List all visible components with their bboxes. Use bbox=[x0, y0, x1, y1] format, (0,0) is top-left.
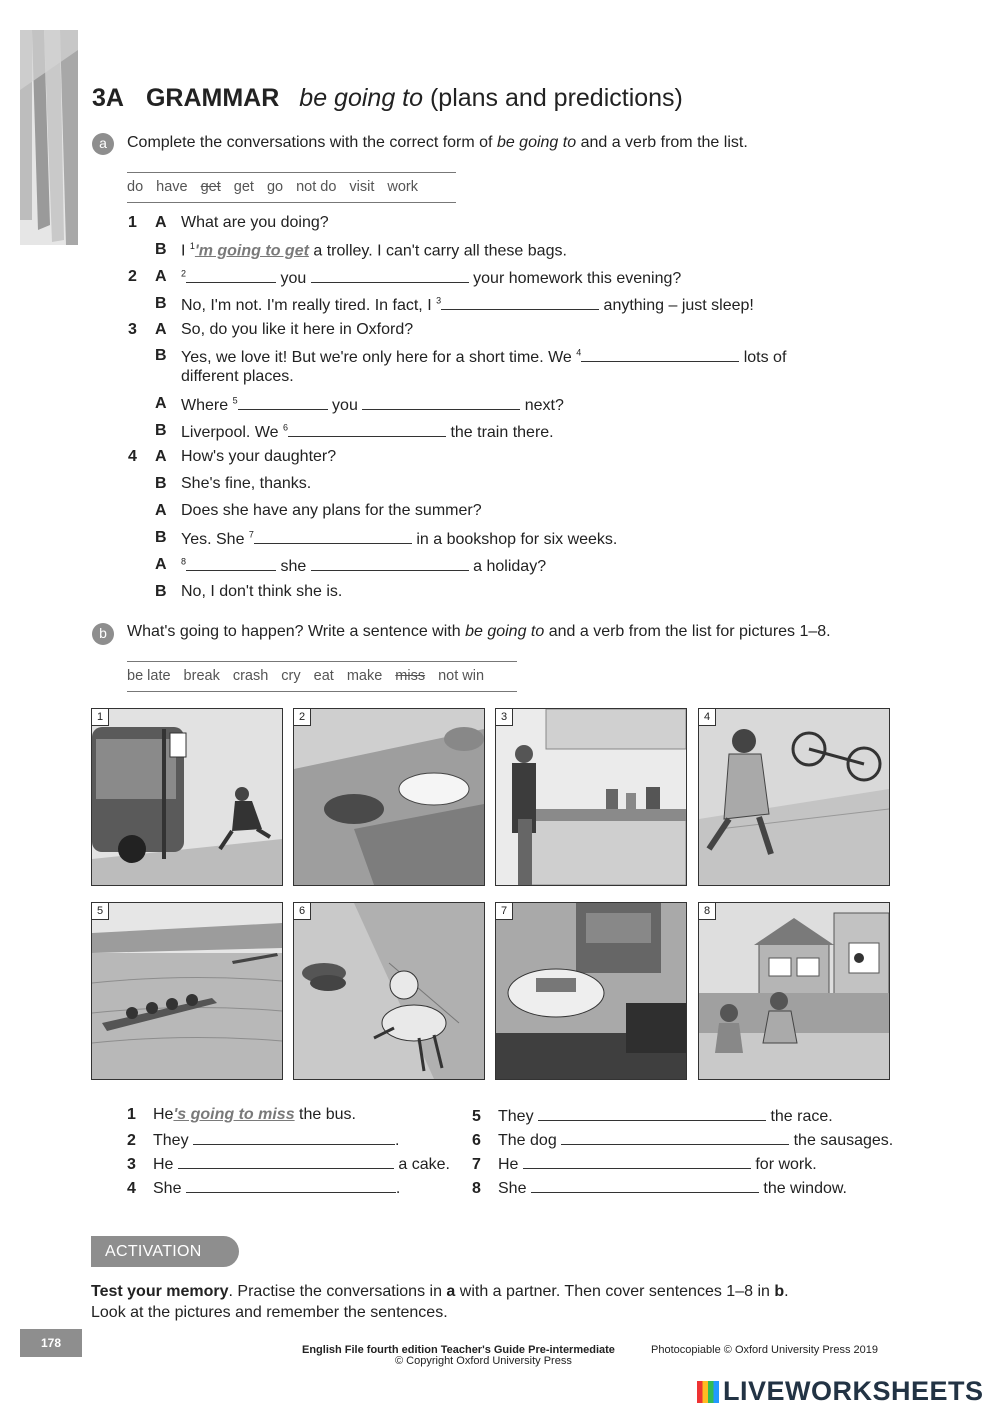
item-number: 4 bbox=[127, 1180, 136, 1197]
answer-blank-b5[interactable] bbox=[538, 1106, 766, 1121]
picture-2-cars bbox=[293, 708, 485, 886]
picture-number: 2 bbox=[294, 709, 311, 726]
topic-rest: (plans and predictions) bbox=[429, 84, 683, 112]
item-number: 3 bbox=[127, 1156, 136, 1173]
line-text: you bbox=[327, 397, 363, 414]
kitchen-illustration bbox=[496, 709, 686, 885]
line-text: Yes. She bbox=[181, 531, 249, 548]
sentence-3 bbox=[127, 1154, 450, 1174]
cars-illustration bbox=[294, 709, 484, 885]
example-answer: 's going to miss bbox=[173, 1106, 295, 1123]
answer-blank-8a[interactable] bbox=[186, 556, 276, 571]
word-item-struck: get bbox=[200, 179, 221, 195]
sentence-text: . bbox=[395, 1180, 401, 1197]
speaker: B bbox=[155, 241, 167, 258]
line-text: No, I don't think she is. bbox=[181, 583, 343, 600]
sentence-text: the race. bbox=[766, 1108, 833, 1125]
conversation-line bbox=[0, 475, 1000, 497]
picture-number: 1 bbox=[92, 709, 109, 726]
sentence-text: They bbox=[498, 1108, 539, 1125]
gap-number: 1 bbox=[189, 241, 195, 251]
activation-text bbox=[91, 1281, 789, 1323]
part-a-badge: a bbox=[92, 133, 114, 155]
line-text: I bbox=[181, 242, 190, 260]
sentence-text: the window. bbox=[758, 1180, 847, 1197]
line-text: different places. bbox=[181, 368, 294, 385]
speaker: A bbox=[155, 321, 167, 338]
gap-number: 2 bbox=[181, 268, 187, 279]
activation-bold: Test your memory bbox=[91, 1283, 229, 1300]
item-number: 7 bbox=[472, 1156, 481, 1173]
conversation-line bbox=[0, 241, 1000, 263]
speaker: A bbox=[155, 502, 167, 519]
example-answer: 'm going to get bbox=[194, 242, 309, 260]
sentence-text: He bbox=[153, 1156, 178, 1173]
picture-4-girl-bike bbox=[698, 708, 890, 886]
conversation-line bbox=[0, 347, 1000, 369]
logo-icon bbox=[697, 1381, 719, 1403]
speaker: B bbox=[155, 295, 167, 312]
line-text: Does she have any plans for the summer? bbox=[181, 502, 482, 519]
activation-span: Look at the pictures and remember the sentences. bbox=[91, 1304, 448, 1321]
item-number: 2 bbox=[127, 1132, 136, 1149]
gap-number: 8 bbox=[181, 556, 187, 567]
logo-text: LIVEWORKSHEETS bbox=[723, 1376, 984, 1406]
sentence-text: She bbox=[153, 1180, 186, 1197]
instr-text: and a verb from the list for pictures 1–8. bbox=[544, 623, 831, 640]
speaker: B bbox=[155, 347, 167, 364]
answer-blank-2b[interactable] bbox=[311, 268, 469, 283]
part-b-instructions bbox=[127, 623, 831, 641]
word-item: work bbox=[387, 179, 419, 195]
item-number: 8 bbox=[472, 1180, 481, 1197]
word-item: break bbox=[183, 668, 220, 684]
topic-italic: be going to bbox=[299, 84, 424, 112]
sentence-text: . bbox=[395, 1132, 400, 1149]
picture-6-dog bbox=[293, 902, 485, 1080]
conversation-line bbox=[0, 556, 1000, 578]
word-item: visit bbox=[349, 179, 375, 195]
girl-bike-illustration bbox=[699, 709, 889, 885]
sentence-text: the bus. bbox=[294, 1106, 356, 1123]
answer-blank-4[interactable] bbox=[581, 347, 739, 362]
picture-1-bus bbox=[91, 708, 283, 886]
item-number: 2 bbox=[128, 268, 137, 285]
speaker: A bbox=[155, 214, 167, 231]
picture-7-traffic bbox=[495, 902, 687, 1080]
answer-blank-7[interactable] bbox=[254, 529, 412, 544]
item-number: 3 bbox=[128, 321, 137, 338]
part-b-badge: b bbox=[92, 623, 114, 645]
conversation-line bbox=[0, 268, 1000, 290]
activation-bold: a bbox=[446, 1283, 456, 1300]
answer-blank-3[interactable] bbox=[441, 295, 599, 310]
picture-5-rowing bbox=[91, 902, 283, 1080]
picture-number: 4 bbox=[699, 709, 716, 726]
picture-number: 5 bbox=[92, 903, 109, 920]
answer-blank-b4[interactable] bbox=[186, 1178, 396, 1193]
unit-code: 3A bbox=[92, 84, 124, 112]
sentence-6 bbox=[472, 1130, 893, 1150]
line-text: she bbox=[276, 558, 311, 575]
speaker: B bbox=[155, 475, 167, 492]
sentence-2 bbox=[127, 1130, 399, 1150]
activation-tab: ACTIVATION bbox=[91, 1236, 239, 1267]
sentence-text: He bbox=[498, 1156, 523, 1173]
conversation-line bbox=[0, 583, 1000, 605]
line-text: anything – just sleep! bbox=[599, 297, 754, 314]
speaker: A bbox=[155, 448, 167, 465]
activation-bold: b bbox=[774, 1283, 785, 1300]
answer-blank-b8[interactable] bbox=[531, 1178, 759, 1193]
item-number: 1 bbox=[128, 214, 137, 231]
word-item: make bbox=[346, 668, 383, 684]
speaker: B bbox=[155, 583, 167, 600]
picture-number: 7 bbox=[496, 903, 513, 920]
instr-text: What's going to happen? Write a sentence with bbox=[127, 623, 466, 640]
answer-blank-b7[interactable] bbox=[523, 1154, 751, 1169]
line-text: your homework this evening? bbox=[468, 270, 682, 287]
sentence-text: The dog bbox=[498, 1132, 562, 1149]
sentence-text: the sausages. bbox=[789, 1132, 894, 1149]
rowing-illustration bbox=[92, 903, 282, 1079]
gap-number: 3 bbox=[436, 295, 442, 306]
word-item: not do bbox=[296, 179, 337, 195]
line-text: lots of bbox=[739, 349, 787, 366]
photocopiable-note: Photocopiable © Oxford University Press 2019 bbox=[651, 1344, 878, 1356]
activation-span: . bbox=[784, 1283, 789, 1300]
line-text: Where bbox=[181, 397, 233, 414]
conversation-line bbox=[0, 321, 1000, 343]
section-name: GRAMMAR bbox=[145, 84, 280, 112]
word-item: crash bbox=[232, 668, 269, 684]
word-list-b bbox=[127, 661, 517, 692]
line-text: the train there. bbox=[446, 424, 554, 441]
activation-span: . Practise the conversations in bbox=[228, 1283, 447, 1300]
picture-8-window bbox=[698, 902, 890, 1080]
conversation-line bbox=[0, 214, 1000, 236]
answer-blank-5a[interactable] bbox=[238, 395, 328, 410]
instr-text: and a verb from the list. bbox=[576, 134, 748, 151]
speaker: A bbox=[155, 268, 167, 285]
sentence-text: They bbox=[153, 1132, 194, 1149]
line-text: a holiday? bbox=[468, 558, 547, 575]
window-illustration bbox=[699, 903, 889, 1079]
conversation-line bbox=[0, 295, 1000, 317]
sentence-1 bbox=[127, 1106, 356, 1124]
copyright-note: © Copyright Oxford University Press bbox=[395, 1355, 572, 1367]
word-item: go bbox=[266, 179, 284, 195]
conversation-line bbox=[0, 368, 1000, 390]
line-text: Liverpool. We bbox=[181, 424, 283, 441]
answer-blank-2a[interactable] bbox=[186, 268, 276, 283]
conversation-line bbox=[0, 395, 1000, 417]
sentence-text: She bbox=[498, 1180, 531, 1197]
picture-number: 8 bbox=[699, 903, 716, 920]
liveworksheets-logo bbox=[697, 1376, 984, 1407]
gap-number: 7 bbox=[248, 529, 254, 540]
sentence-text: He bbox=[153, 1106, 174, 1123]
answer-blank-6[interactable] bbox=[288, 422, 446, 437]
word-item: get bbox=[233, 179, 254, 195]
page-number: 178 bbox=[20, 1329, 82, 1357]
word-item: have bbox=[156, 179, 188, 195]
word-item: eat bbox=[313, 668, 334, 684]
conversation-line bbox=[0, 502, 1000, 524]
sentence-5 bbox=[472, 1106, 833, 1126]
activation-span: with a partner. Then cover sentences 1–8 in bbox=[455, 1283, 775, 1300]
line-text: So, do you like it here in Oxford? bbox=[181, 321, 414, 338]
word-list-a bbox=[127, 172, 456, 203]
sentence-4 bbox=[127, 1178, 400, 1198]
line-text: in a bookshop for six weeks. bbox=[411, 531, 618, 548]
gap-number: 6 bbox=[282, 422, 288, 433]
line-text: She's fine, thanks. bbox=[181, 475, 312, 492]
speaker: B bbox=[155, 529, 167, 546]
picture-3-kitchen bbox=[495, 708, 687, 886]
answer-blank-b2[interactable] bbox=[193, 1130, 395, 1145]
word-item: cry bbox=[281, 668, 301, 684]
line-text: How's your daughter? bbox=[181, 448, 337, 465]
picture-number: 3 bbox=[496, 709, 513, 726]
part-a-instructions bbox=[127, 134, 748, 152]
conversation-line bbox=[0, 529, 1000, 551]
answer-blank-5b[interactable] bbox=[362, 395, 520, 410]
sentence-7 bbox=[472, 1154, 817, 1174]
line-text: Yes, we love it! But we're only here for a short time. We bbox=[181, 349, 577, 366]
item-number: 6 bbox=[472, 1132, 481, 1149]
item-number: 5 bbox=[472, 1108, 481, 1125]
line-text: you bbox=[276, 270, 311, 287]
dog-illustration bbox=[294, 903, 484, 1079]
sentence-text: a cake. bbox=[393, 1156, 450, 1173]
word-item-struck: miss bbox=[395, 668, 426, 684]
answer-blank-b3[interactable] bbox=[178, 1154, 394, 1169]
line-text: next? bbox=[520, 397, 564, 414]
line-text: No, I'm not. I'm really tired. In fact, I bbox=[181, 297, 437, 314]
sentence-text: for work. bbox=[750, 1156, 817, 1173]
word-item: do bbox=[127, 179, 144, 195]
answer-blank-8b[interactable] bbox=[311, 556, 469, 571]
word-item: be late bbox=[127, 668, 171, 684]
bus-illustration bbox=[92, 709, 282, 885]
word-item: not win bbox=[438, 668, 485, 684]
speaker: B bbox=[155, 422, 167, 439]
instr-emphasis: be going to bbox=[496, 134, 577, 151]
sentence-8 bbox=[472, 1178, 847, 1198]
picture-number: 6 bbox=[294, 903, 311, 920]
conversation-line bbox=[0, 448, 1000, 470]
page-title bbox=[92, 84, 683, 113]
instr-text: Complete the conversations with the correct form of bbox=[127, 134, 497, 151]
line-text: What are you doing? bbox=[181, 214, 329, 231]
line-text: a trolley. I can't carry all these bags. bbox=[308, 242, 567, 260]
traffic-illustration bbox=[496, 903, 686, 1079]
conversation-line bbox=[0, 422, 1000, 444]
speaker: A bbox=[155, 556, 167, 573]
instr-emphasis: be going to bbox=[465, 623, 545, 640]
item-number: 4 bbox=[128, 448, 137, 465]
decorative-stripe-graphic bbox=[20, 30, 78, 245]
speaker: A bbox=[155, 395, 167, 412]
item-number: 1 bbox=[127, 1106, 136, 1123]
answer-blank-b6[interactable] bbox=[561, 1130, 789, 1145]
book-title: English File fourth edition Teacher's Guide Pre-intermediate bbox=[302, 1344, 615, 1356]
gap-number: 4 bbox=[576, 347, 582, 358]
gap-number: 5 bbox=[232, 395, 238, 406]
